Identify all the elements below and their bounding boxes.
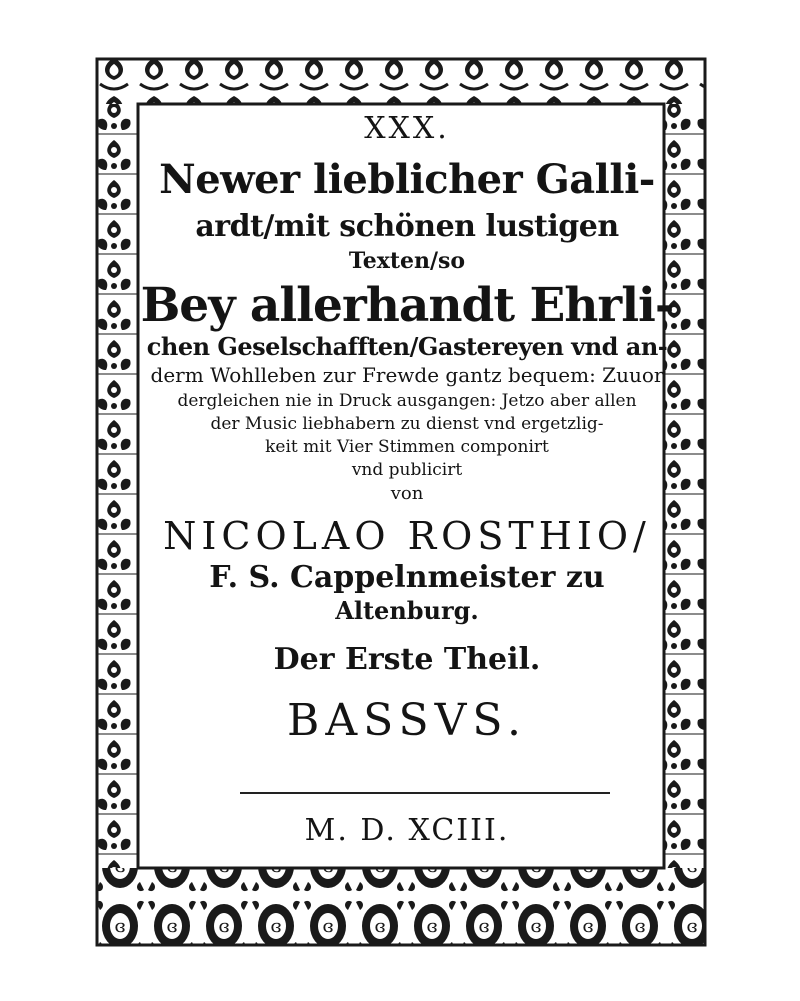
author-name: NICOLAO ROSTHIO/	[163, 514, 651, 558]
author-title: F. S. Cappelnmeister zu	[209, 560, 605, 595]
by-word: von	[390, 483, 424, 504]
publication-year: M. D. XCIII.	[304, 813, 510, 848]
body-line-1: derm Wohlleben zur Frewde gantz bequem: Zuuor	[150, 363, 664, 387]
title-line-5: chen Geselschafften/Gastereyen vnd an-	[146, 332, 668, 361]
title-line-3: Texten/so	[348, 248, 466, 274]
voice-part: BASSVS.	[287, 695, 527, 746]
title-line-2: ardt/mit schönen lustigen	[195, 209, 619, 244]
body-line-2: dergleichen nie in Druck ausgangen: Jetzo aber allen	[177, 391, 637, 411]
divider-rule	[240, 792, 610, 794]
title-line-1: Newer lieblicher Galli-	[159, 156, 655, 203]
title-text-block	[140, 108, 674, 868]
title-line-4: Bey allerhandt Ehrli-	[140, 278, 674, 333]
place-name: Altenburg.	[335, 596, 479, 625]
body-line-5: vnd publicirt	[351, 460, 463, 480]
volume-number: XXX.	[364, 111, 450, 146]
body-line-4: keit mit Vier Stimmen componirt	[265, 437, 549, 457]
body-line-3: der Music liebhabern zu dienst vnd ergetzlig-	[210, 414, 604, 434]
part-label: Der Erste Theil.	[273, 642, 541, 677]
